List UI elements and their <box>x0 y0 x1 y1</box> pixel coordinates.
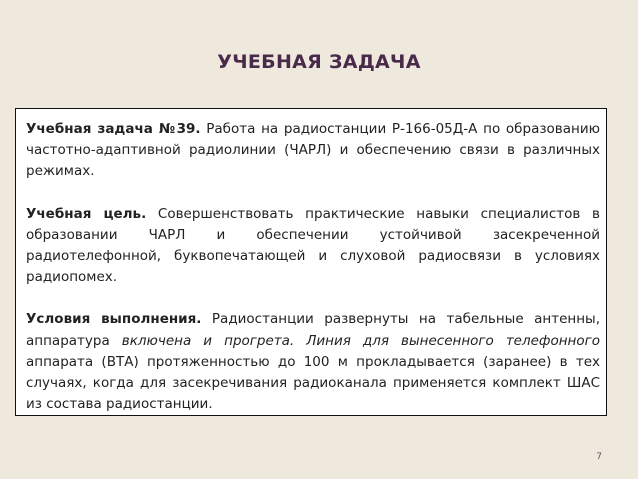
conditions-text-start: Радиостанции развернуты на табельные антенны, аппаратура <box>26 311 600 349</box>
conditions-text-italic: включена и прогрета. Линия для вынесенного телефонного <box>121 332 600 349</box>
paragraph-gap <box>26 183 600 204</box>
page-number: 7 <box>596 452 602 462</box>
slide-title: УЧЕБНАЯ ЗАДАЧА <box>217 51 421 73</box>
goal-text: Совершенствовать практические навыки специалистов в образовании ЧАРЛ и обеспечении устойчивой засекреченной радиотелефонной, буквопечатающей и слуховой радиосвязи в условиях радиопомех. <box>26 205 600 286</box>
task-text: Работа на радиостанции Р-166-05Д-А по образованию частотно-адаптивной радиолинии (ЧАРЛ) и обеспечению связи в различных режимах. <box>26 121 600 180</box>
task-paragraph <box>26 119 600 183</box>
task-text-box <box>15 108 607 416</box>
conditions-text-end: аппарата (ВТА) протяженностью до 100 м прокладывается (заранее) в тех случаях, когда для засекречивания радиоканала применяется комплект ШАС из состава радиостанции. <box>26 353 600 413</box>
goal-paragraph <box>26 204 600 289</box>
paragraph-gap <box>26 288 600 309</box>
goal-lead: Учебная цель. <box>26 205 147 222</box>
conditions-lead: Условия выполнения. <box>26 311 202 328</box>
conditions-paragraph <box>26 309 600 415</box>
task-lead: Учебная задача №39. <box>26 121 201 137</box>
